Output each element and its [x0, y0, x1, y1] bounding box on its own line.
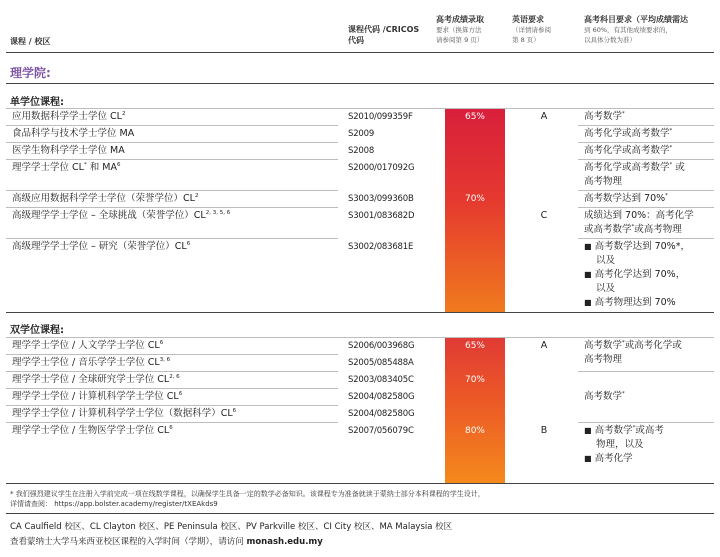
double-row-3-code: S2004/082580G — [348, 392, 415, 402]
double-row-4-name: 理学学士学位 / 计算机科学学士学位（数据科学）$CL^6$ — [12, 407, 237, 419]
row-line — [6, 238, 338, 239]
single-row-2-name: 医学生物科学学士学位 MA — [12, 145, 125, 156]
bullet-item: ■ 高考数学达到 70%*， — [584, 240, 690, 254]
row-line — [578, 238, 714, 239]
single-row-3-name: 理学学士学位 CL* 和 $MA^6$ — [12, 161, 121, 173]
header-subjects-line2: 到 60%，有其他成绩要求的， — [584, 26, 673, 34]
row-line — [578, 125, 714, 126]
row-line — [578, 371, 714, 372]
row-line — [578, 207, 714, 208]
footnote-divider — [6, 513, 714, 514]
footnote-line1: * 我们强烈建议学生在注册入学前完成一项在线数学课程，以确保学生具备一定的数学必备知识。该课程专为准备就读于蒙纳士部分本科课程的学生设计， — [10, 490, 485, 498]
header-course: 课程 / 校区 — [10, 37, 51, 46]
row-line — [6, 422, 338, 423]
single-row-5-req: 成绩达到 70%：高考化学 或高考数学*或高考物理 — [584, 210, 694, 235]
single-row-6-name: 高级理学学士学位 – 研究（荣誉学位）$CL^6$ — [12, 240, 191, 252]
row-line — [6, 371, 338, 372]
double-row-5-req — [584, 424, 664, 466]
header-english-line2: （详情请参阅 — [512, 26, 551, 34]
row-line — [578, 422, 714, 423]
single-row-2-req: 高考化学或高考数学* — [584, 144, 673, 156]
single-row-6-code: S3002/083681E — [348, 242, 414, 252]
double-row-5-name: 理学学士学位 / 生物医学学士学位 $CL^6$ — [12, 424, 173, 436]
double-row-2-score: 70% — [464, 375, 485, 385]
bullet-item: ■ 高考物理达到 70% — [584, 296, 690, 310]
row-line — [578, 142, 714, 143]
footnote-line2: 详情请查阅： https://app.bolster.academy/register/tXEAkds9 — [10, 500, 218, 508]
bullet-cont: 以及 — [596, 255, 616, 266]
single-row-0-name: 应用数据科学学士学位 $CL^2$ — [12, 110, 126, 122]
faculty-title: 理学院: — [10, 66, 51, 80]
header-divider — [6, 52, 714, 53]
single-row-0-code: S2010/099359F — [348, 112, 413, 122]
single-row-5-name: 高级理学学士学位 – 全球挑战（荣誉学位）CL$^{2, 3, 5, 6}$ — [12, 209, 231, 221]
double-row-1-code: S2005/085488A — [348, 358, 414, 368]
row-line — [6, 207, 338, 208]
single-row-4-code: S3003/099360B — [348, 194, 414, 204]
double-row-2-code: S2003/083405C — [348, 375, 414, 385]
double-row-0-req: 高考数学*或高考化学或 高考物理 — [584, 339, 682, 365]
double-row-5-code: S2007/056079C — [348, 426, 414, 436]
single-row-0-score: 65% — [464, 112, 485, 122]
header-code — [348, 24, 419, 46]
single-row-0-req: 高考数学* — [584, 110, 625, 122]
single-row-5-code: S3001/083682D — [348, 211, 415, 221]
header-english — [512, 14, 551, 45]
faculty-divider — [6, 83, 714, 84]
header-english-line1: 英语要求 — [512, 15, 544, 24]
row-line — [6, 142, 338, 143]
bullet-cont: 物理，以及 — [596, 439, 644, 450]
single-section-title: 单学位课程: — [10, 97, 64, 108]
single-row-1-req: 高考化学或高考数学* — [584, 127, 673, 139]
campus-legend: CA Caulfield 校区、CL Clayton 校区、PE Peninsula 校区、PV Parkville 校区、CI City 校区、MA Malaysia 校区 — [10, 522, 453, 532]
double-row-0-code: S2006/003968G — [348, 341, 415, 351]
single-row-1-name: 食品科学与技术学士学位 MA — [12, 128, 135, 139]
header-score-line3: 请参阅第 9 页） — [436, 36, 484, 44]
bullet-item: ■ 高考化学 — [584, 452, 664, 466]
row-line — [6, 125, 338, 126]
malaysia-link[interactable]: monash.edu.my — [246, 537, 323, 547]
header-subjects-line1: 高考科目要求（平均成绩需达 — [584, 15, 688, 24]
single-top-line — [6, 108, 714, 109]
score-band-single — [445, 108, 505, 312]
single-row-4-name: 高级应用数据科学学士学位（荣誉学位）$CL^2$ — [12, 192, 199, 204]
bullet-item: ■ 高考化学达到 70%， — [584, 268, 690, 282]
row-line — [6, 388, 338, 389]
double-section-title: 双学位课程: — [10, 325, 64, 336]
single-row-6-req — [584, 240, 690, 310]
header-subjects — [584, 14, 688, 45]
header-score — [436, 14, 484, 45]
single-row-4-req: 高考数学达到 70%* — [584, 192, 668, 204]
double-row-5-english: B — [540, 425, 548, 436]
row-line — [6, 354, 338, 355]
single-row-5-english: C — [540, 210, 548, 221]
header-code-line1: 课程代码 /CRICOS — [348, 25, 420, 34]
header-score-line2: 要求（换算方法 — [436, 26, 482, 34]
double-row-2-name: 理学学士学位 / 全球研究学士学位 CL$^{2, 6}$ — [12, 373, 180, 385]
row-line — [6, 159, 338, 160]
single-row-3-code: S2000/017092G — [348, 163, 415, 173]
single-row-1-code: S2009 — [348, 129, 375, 139]
double-top-line — [6, 337, 714, 338]
double-row-4-code: S2004/082580G — [348, 409, 415, 419]
single-bottom-line — [6, 312, 714, 313]
bullet-item: ■ 高考数学*或高考 — [584, 424, 664, 438]
score-band-double — [445, 337, 505, 483]
single-row-2-code: S2008 — [348, 146, 375, 156]
row-line — [578, 190, 714, 191]
double-row-3-req: 高考数学* — [584, 390, 625, 402]
bullet-cont: 以及 — [596, 283, 616, 294]
double-row-0-name: 理学学士学位 / 人文学学士学位 $CL^6$ — [12, 339, 164, 351]
single-row-0-english: A — [540, 111, 548, 122]
double-row-0-english: A — [540, 340, 548, 351]
double-bottom-line — [6, 483, 714, 484]
header-code-line2: 代码 — [348, 36, 364, 45]
header-subjects-line3: 以具体分数为准） — [584, 36, 636, 44]
row-line — [6, 190, 338, 191]
double-row-0-score: 65% — [464, 341, 485, 351]
double-row-3-name: 理学学士学位 / 计算机科学学士学位 $CL^6$ — [12, 390, 183, 402]
single-row-3-req: 高考化学或高考数学* 或 高考物理 — [584, 161, 685, 187]
double-row-1-name: 理学学士学位 / 音乐学学士学位 CL$^{3, 6}$ — [12, 356, 171, 368]
row-line — [6, 405, 338, 406]
single-row-4-score: 70% — [464, 194, 485, 204]
double-row-5-score: 80% — [464, 426, 485, 436]
header-english-line3: 第 8 页） — [512, 36, 540, 44]
header-score-line1: 高考成绩录取 — [436, 15, 484, 24]
row-line — [578, 159, 714, 160]
malaysia-note: 查看蒙纳士大学马来西亚校区课程的入学时间（学期），请访问 monash.edu.my — [10, 537, 323, 547]
